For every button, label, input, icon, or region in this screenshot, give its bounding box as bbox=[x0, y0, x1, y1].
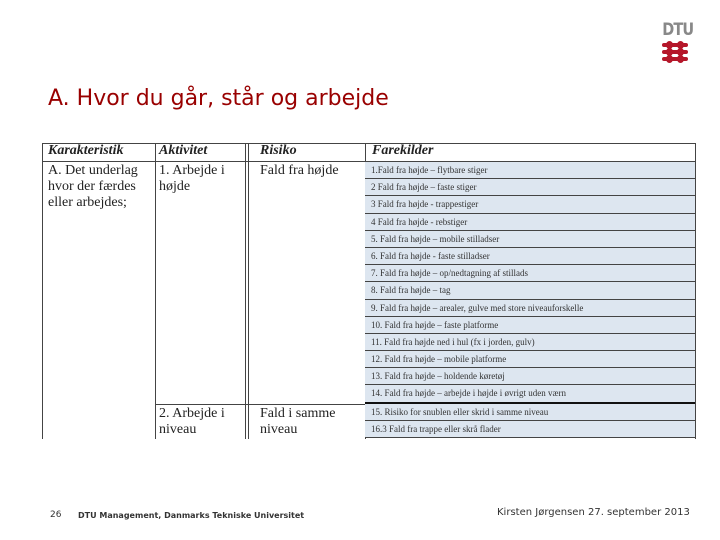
farekilde-row: 15. Risiko for snublen eller skrid i samme niveau bbox=[365, 404, 695, 421]
farekilde-row: 5. Fald fra højde – mobile stilladser bbox=[365, 231, 695, 248]
farekilde-row: 16.3 Fald fra trappe eller skrå flader bbox=[365, 421, 695, 438]
farekilde-row: 4 Fald fra højde - rebstiger bbox=[365, 214, 695, 231]
aktivitet-cell: 1. Arbejde i højde bbox=[159, 163, 225, 194]
farekilde-row: 8. Fald fra højde – tag bbox=[365, 282, 695, 299]
footer-author-date: Kirsten Jørgensen 27. september 2013 bbox=[497, 507, 690, 518]
farekilde-row: 1.Fald fra højde – flytbare stiger bbox=[365, 162, 695, 179]
dtu-logo: DTU bbox=[660, 20, 690, 64]
farekilde-row: 12. Fald fra højde – mobile platforme bbox=[365, 351, 695, 368]
farekilde-row: 11. Fald fra højde ned i hul (fx i jorden, gulv) bbox=[365, 334, 695, 351]
farekilde-row: 2 Fald fra højde – faste stiger bbox=[365, 179, 695, 196]
header-risiko: Risiko bbox=[260, 143, 297, 158]
risiko-cell: Fald i samme niveau bbox=[260, 406, 336, 437]
aktivitet-cell: 2. Arbejde i niveau bbox=[159, 406, 225, 437]
farekilde-row: 9. Fald fra højde – arealer, gulve med store niveauforskelle bbox=[365, 300, 695, 317]
farekilde-row: 13. Fald fra højde – holdende køretøj bbox=[365, 368, 695, 385]
farekilde-row: 3 Fald fra højde - trappestiger bbox=[365, 196, 695, 213]
karakteristik-cell: A. Det underlag hvor der færdes eller arbejdes; bbox=[48, 163, 138, 210]
footer-organization: DTU Management, Danmarks Tekniske Universitet bbox=[78, 511, 305, 520]
farekilder-list bbox=[365, 162, 695, 438]
header-farekilder: Farekilder bbox=[372, 143, 434, 158]
farekilde-row: 6. Fald fra højde - faste stilladser bbox=[365, 248, 695, 265]
hazard-table bbox=[42, 143, 695, 439]
header-karakteristik: Karakteristik bbox=[48, 143, 124, 158]
page-number: 26 bbox=[50, 510, 62, 520]
slide-title: A. Hvor du går, står og arbejde bbox=[48, 86, 389, 111]
risiko-cell: Fald fra højde bbox=[260, 163, 339, 178]
farekilde-row: 14. Fald fra højde – arbejde i højde i øvrigt uden værn bbox=[365, 385, 695, 403]
header-aktivitet: Aktivitet bbox=[159, 143, 208, 158]
farekilde-row: 10. Fald fra højde – faste platforme bbox=[365, 317, 695, 334]
farekilde-row: 7. Fald fra højde – op/nedtagning af stillads bbox=[365, 265, 695, 282]
